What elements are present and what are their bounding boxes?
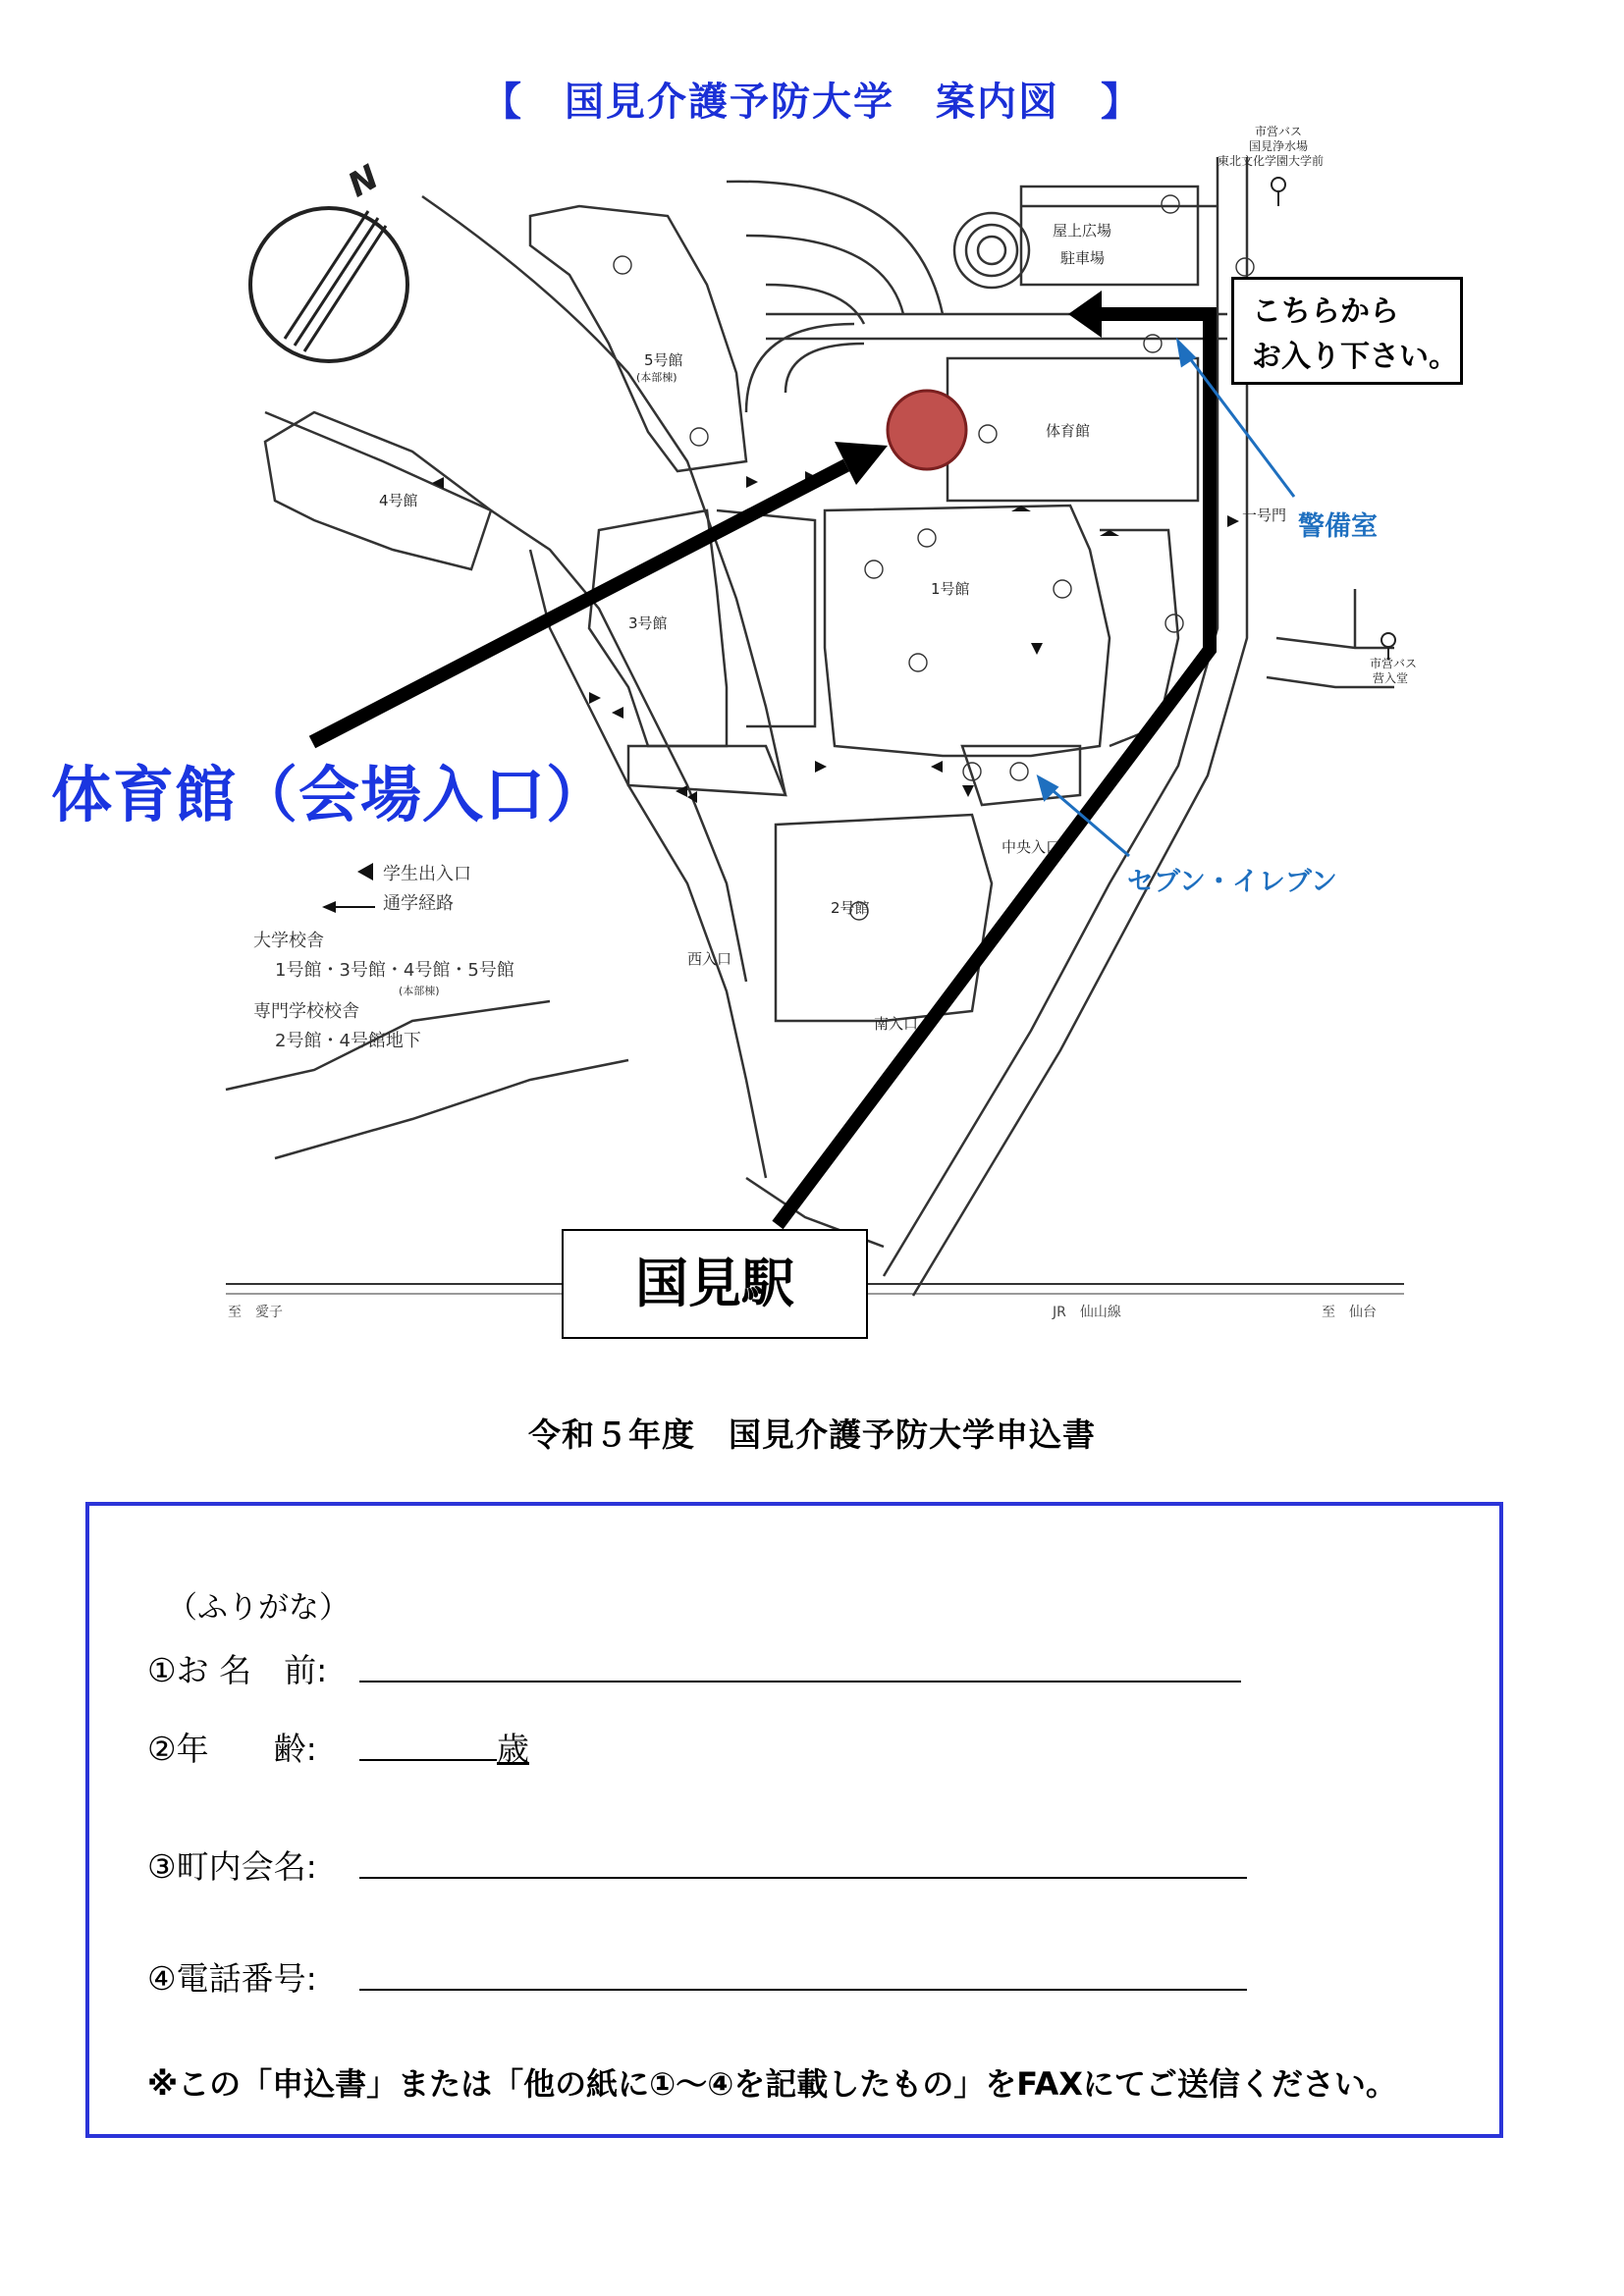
legend-vocational: 専門学校校舎 bbox=[253, 1001, 359, 1022]
form-title: 令和５年度 国見介護予防大学申込書 bbox=[528, 1415, 1096, 1454]
label-gym: 体育館 bbox=[1046, 422, 1091, 440]
name-label: ①お 名 前: bbox=[147, 1651, 328, 1689]
label-parking: 駐車場 bbox=[1060, 249, 1106, 267]
entry-callout bbox=[1231, 277, 1463, 385]
label-center-entrance: 中央入口 bbox=[1001, 838, 1061, 856]
callout-line-2: お入り下さい。 bbox=[1252, 340, 1458, 374]
label-bldg1: 1号館 bbox=[931, 580, 970, 598]
station-box bbox=[562, 1229, 868, 1339]
phone-label: ④電話番号: bbox=[147, 1959, 317, 1998]
age-field bbox=[147, 1724, 355, 1770]
bus-stop-top-2: 国見浄水場 bbox=[1249, 139, 1309, 153]
rail-direction-right: 至 仙台 bbox=[1322, 1305, 1377, 1320]
legend-university-note: (本部棟) bbox=[399, 985, 440, 997]
legend-vocational-bldgs: 2号館・4号館地下 bbox=[275, 1031, 421, 1051]
name-input-line[interactable] bbox=[359, 1681, 1241, 1682]
label-bldg5-sub: (本部棟) bbox=[636, 371, 677, 384]
legend-student-entrance: 学生出入口 bbox=[383, 864, 471, 884]
rail-line-name: JR 仙山線 bbox=[1053, 1305, 1121, 1320]
legend-university-bldgs: 1号館・3号館・4号館・5号館 bbox=[275, 960, 514, 981]
legend-university: 大学校舎 bbox=[253, 931, 324, 951]
bus-stop-icons bbox=[1272, 178, 1395, 660]
bus-stop-top-3: 東北文化学園大学前 bbox=[1218, 154, 1325, 168]
route-arrowhead-icon bbox=[1068, 291, 1102, 338]
venue-label: 体育館（会場入口） bbox=[51, 759, 609, 830]
name-field bbox=[147, 1645, 355, 1691]
age-unit: 歳 bbox=[497, 1730, 529, 1768]
label-bldg2: 2号館 bbox=[831, 899, 870, 917]
rail-direction-left: 至 愛子 bbox=[228, 1305, 283, 1320]
convenience-store-label: セブン・イレブン bbox=[1127, 867, 1337, 897]
age-input-line[interactable] bbox=[359, 1759, 497, 1761]
label-rooftop: 屋上広場 bbox=[1053, 222, 1112, 240]
north-label: N bbox=[341, 157, 386, 206]
bus-stop-right-1: 市営バス bbox=[1370, 657, 1418, 670]
north-arrow-icon bbox=[250, 208, 407, 361]
guard-room-label: 警備室 bbox=[1298, 511, 1378, 542]
label-bldg3: 3号館 bbox=[628, 614, 668, 632]
map-legend bbox=[253, 860, 514, 1056]
label-west-entrance: 西入口 bbox=[687, 950, 732, 968]
legend-commute-route: 通学経路 bbox=[383, 893, 454, 914]
bus-stop-top-1: 市営バス bbox=[1255, 125, 1303, 138]
bus-stop-right-2: 营入堂 bbox=[1373, 671, 1409, 685]
town-label: ③町内会名: bbox=[147, 1847, 317, 1886]
town-field bbox=[147, 1842, 355, 1888]
furigana-label: （ふりがな） bbox=[167, 1590, 350, 1626]
phone-field bbox=[147, 1953, 355, 2000]
label-bldg5: 5号館 bbox=[644, 351, 683, 369]
label-south-entrance: 南入口 bbox=[874, 1015, 919, 1033]
phone-input-line[interactable] bbox=[359, 1989, 1247, 1991]
callout-line-1: こちらから bbox=[1252, 294, 1399, 329]
age-label: ②年 齢: bbox=[147, 1730, 317, 1768]
label-gate1: 一号門 bbox=[1242, 507, 1287, 524]
label-bldg4: 4号館 bbox=[379, 492, 418, 509]
venue-marker bbox=[888, 391, 966, 469]
town-input-line[interactable] bbox=[359, 1877, 1247, 1879]
station-label: 国見駅 bbox=[635, 1253, 794, 1314]
fax-note: ※この「申込書」または「他の紙に①～④を記載したもの」をFAXにてご送信ください。 bbox=[147, 2065, 1397, 2103]
map-title: 【 国見介護予防大学 案内図 】 bbox=[482, 80, 1142, 125]
